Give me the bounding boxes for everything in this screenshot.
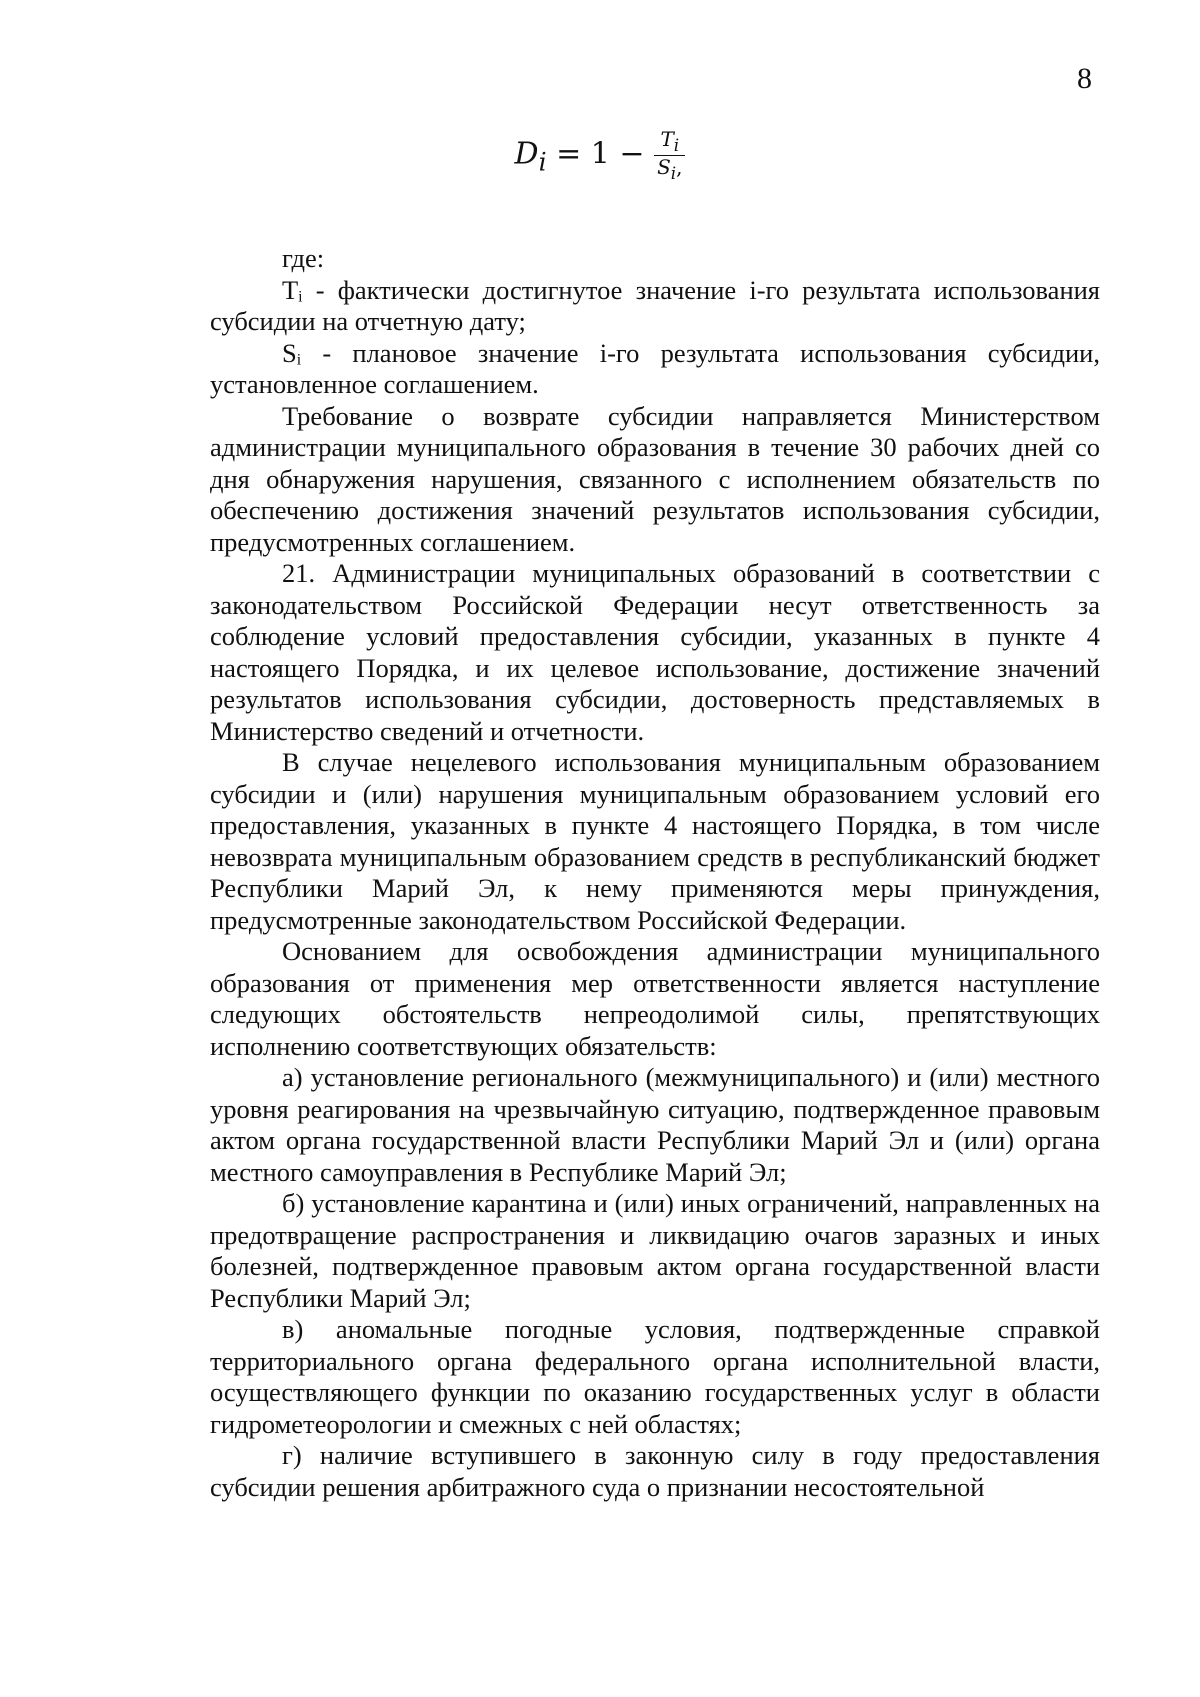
paragraph-subitem-g: г) наличие вступившего в законную силу в году предоставления субсидии решения арбитражного суда о признании несостоятельной (210, 1440, 1100, 1502)
formula-equals-one: = 1 − (556, 136, 645, 172)
paragraph-misuse: В случае нецелевого использования муниципальным образованием субсидии и (или) нарушения муниципальным образованием условий его предоставления, указанных в пункте 4 настоящего Порядка, в том числе невозврата муниципальным образованием средств в республиканский бюджет Республики Марий Эл, к нему применяются меры принуждения, предусмотренные законодательством Российской Федерации. (210, 747, 1100, 935)
page-number: 8 (1077, 62, 1092, 95)
paragraph-force-majeure: Основанием для освобождения администрации муниципального образования от применения мер ответственности является наступление следующих обстоятельств непреодолимой силы, препятствующих исполнению соответствующих обязательств: (210, 936, 1100, 1061)
paragraph-item-21: 21. Администрации муниципальных образований в соответствии с законодательством Российской Федерации несут ответственность за соблюдение условий предоставления субсидии, указанных в пункте 4 настоящего Порядка, и их целевое использование, достижение значений результатов использования субсидии, достоверность представляемых в Министерство сведений и отчетности. (210, 558, 1100, 746)
formula-denominator: $S_i$, (657, 155, 683, 184)
formula-fraction (654, 128, 685, 183)
body-text (210, 243, 1100, 1503)
paragraph-si-definition: Sᵢ - плановое значение i-го результата использования субсидии, установленное соглашением. (210, 337, 1100, 399)
formula-lhs-sub: i (538, 147, 547, 177)
paragraph-subitem-v: в) аномальные погодные условия, подтвержденные справкой территориального органа федерального органа исполнительной власти, осуществляющего функции по оказанию государственных услуг в области гидрометеорологии и смежных с ней областях; (210, 1314, 1100, 1439)
paragraph-subitem-b: б) установление карантина и (или) иных ограничений, направленных на предотвращение распространения и ликвидацию очагов заразных и иных болезней, подтвержденное правовым актом органа государственной власти Республики Марий Эл; (210, 1188, 1100, 1313)
formula-numerator: $T_i$ (654, 128, 685, 156)
formula (0, 128, 1200, 183)
paragraph-ti-definition: Tᵢ - фактически достигнутое значение i-го результата использования субсидии на отчетную дату; (210, 274, 1100, 336)
paragraph-refund-requirement: Требование о возврате субсидии направляется Министерством администрации муниципального образования в течение 30 рабочих дней со дня обнаружения нарушения, связанного с исполнением обязательств по обеспечению достижения значений результатов использования субсидии, предусмотренных соглашением. (210, 400, 1100, 557)
paragraph-where: где: (282, 243, 325, 273)
paragraph-subitem-a: а) установление регионального (межмуниципального) и (или) местного уровня реагирования на чрезвычайную ситуацию, подтвержденное правовым актом органа государственной власти Республики Марий Эл и (или) органа местного самоуправления в Республике Марий Эл; (210, 1062, 1100, 1187)
formula-lhs: D (514, 136, 539, 172)
